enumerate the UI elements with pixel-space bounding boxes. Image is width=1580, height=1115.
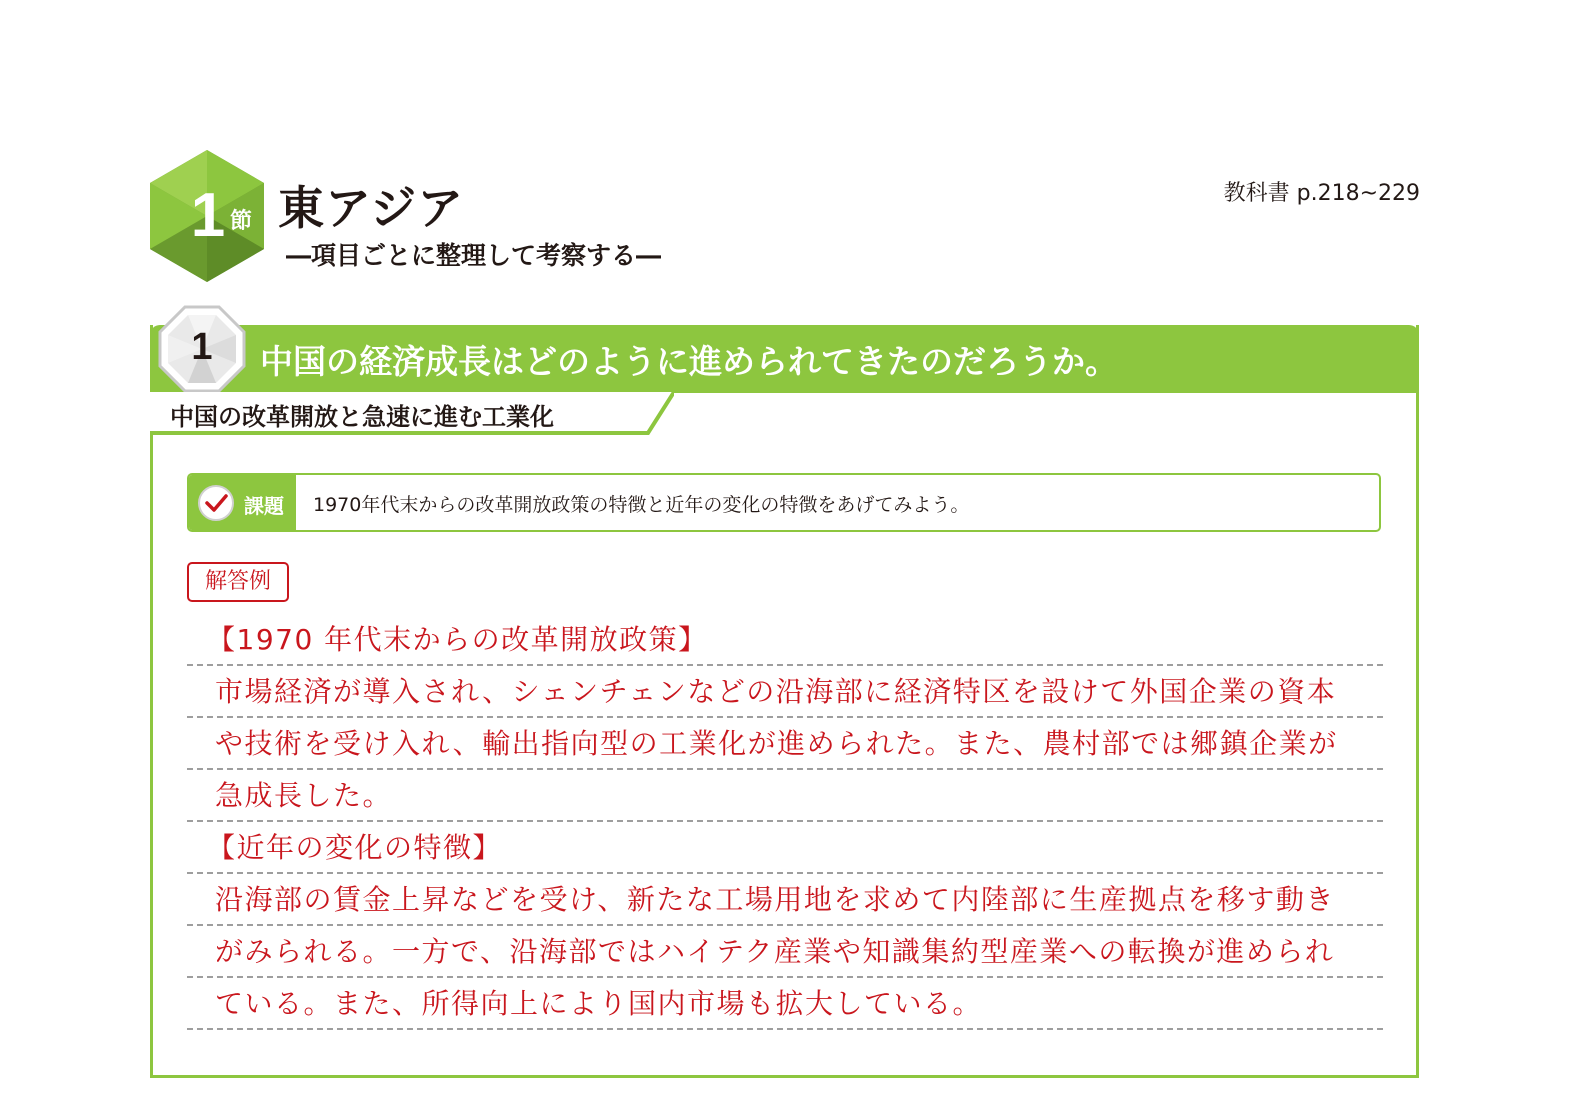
- page-subtitle: ―項目ごとに整理して考察する―: [286, 241, 662, 270]
- textbook-reference: 教科書 p.218~229: [1223, 181, 1420, 206]
- answer-line: 急成長した。: [187, 770, 1383, 822]
- task-label: 課題: [244, 494, 284, 518]
- answer-line: 【近年の変化の特徴】: [187, 822, 1383, 874]
- section-number: 1: [190, 181, 226, 250]
- answer-line: 【1970 年代末からの改革開放政策】: [187, 614, 1383, 666]
- answer-lines: [187, 614, 1383, 1030]
- answer-line: 市場経済が導入され、シェンチェンなどの沿海部に経済特区を設けて外国企業の資本: [187, 666, 1383, 718]
- question-text: 中国の経済成長はどのように進められてきたのだろうか。: [260, 342, 1118, 381]
- answer-line: 沿海部の賃金上昇などを受け、新たな工場用地を求めて内陸部に生産拠点を移す動き: [187, 874, 1383, 926]
- page-title: 東アジア: [278, 181, 465, 235]
- task-text: 1970年代末からの改革開放政策の特徴と近年の変化の特徴をあげてみよう。: [313, 494, 970, 516]
- checkmark-icon: [197, 484, 235, 522]
- answer-line: や技術を受け入れ、輸出指向型の工業化が進められた。また、農村部では郷鎮企業が: [187, 718, 1383, 770]
- subheading: 中国の改革開放と急速に進む工業化: [170, 403, 554, 431]
- answer-line: がみられる。一方で、沿海部ではハイテク産業や知識集約型産業への転換が進められ: [187, 926, 1383, 978]
- task-box: [187, 473, 1381, 532]
- section-label: 節: [230, 209, 253, 234]
- question-number: 1: [191, 326, 213, 368]
- answer-example-tag: 解答例: [187, 562, 289, 602]
- answer-line: ている。また、所得向上により国内市場も拡大している。: [187, 978, 1383, 1030]
